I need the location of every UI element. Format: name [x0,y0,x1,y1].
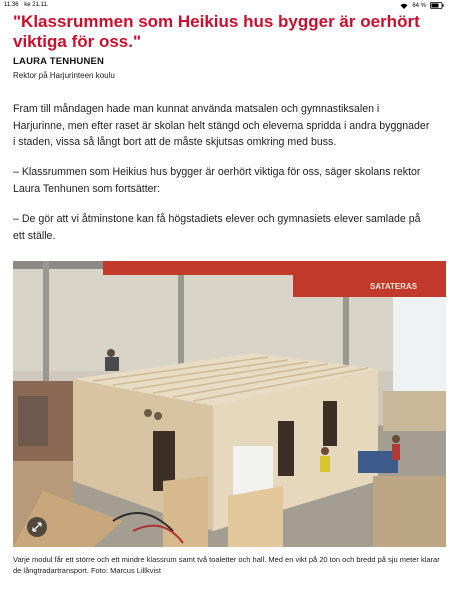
factory-illustration [13,261,446,547]
battery-icon [430,2,444,9]
author-role: Rektor på Harjurinteen koulu [13,71,115,80]
author-name: LAURA TENHUNEN [13,56,105,67]
photo-caption: Varje modul får ett större och ett mindre klassrum samt två toaletter och hall. Med en vikt på 20 ton och bredd på sju meter klarar de långtradartransport. Foto: Marcus Lillkvist [13,555,440,575]
article-headline: "Klassrummen som Heikius hus bygger är oerhört viktiga för oss." [13,12,420,51]
article-photo[interactable] [13,261,446,547]
status-right [400,2,444,9]
article-paragraph-1: Fram till måndagen hade man kunnat använda matsalen och gymnastiksalen i Harjurinne, men efter raset är skolan helt stängd och eleverna spridda i andra byggnader i staden, vissa så långt bort att de måste skjutsas omkring med buss. [13,103,430,148]
status-date: ke 21.11. [24,2,49,8]
article-paragraph-3: – De gör att vi åtminstone kan få högstadiets elever och gymnasiets elever samlade på ett ställe. [13,213,421,242]
crane-sign: SATATERAS [370,282,418,291]
status-left [4,2,53,8]
expand-icon[interactable] [27,517,47,537]
status-bar [0,0,450,12]
wifi-icon [400,3,408,9]
battery-percent: 64 % [412,2,426,9]
status-time: 11.36 [4,2,19,8]
article-paragraph-2: – Klassrummen som Heikius hus bygger är oerhört viktiga för oss, säger skolans rektor Laura Tenhunen som fortsätter: [13,166,421,195]
